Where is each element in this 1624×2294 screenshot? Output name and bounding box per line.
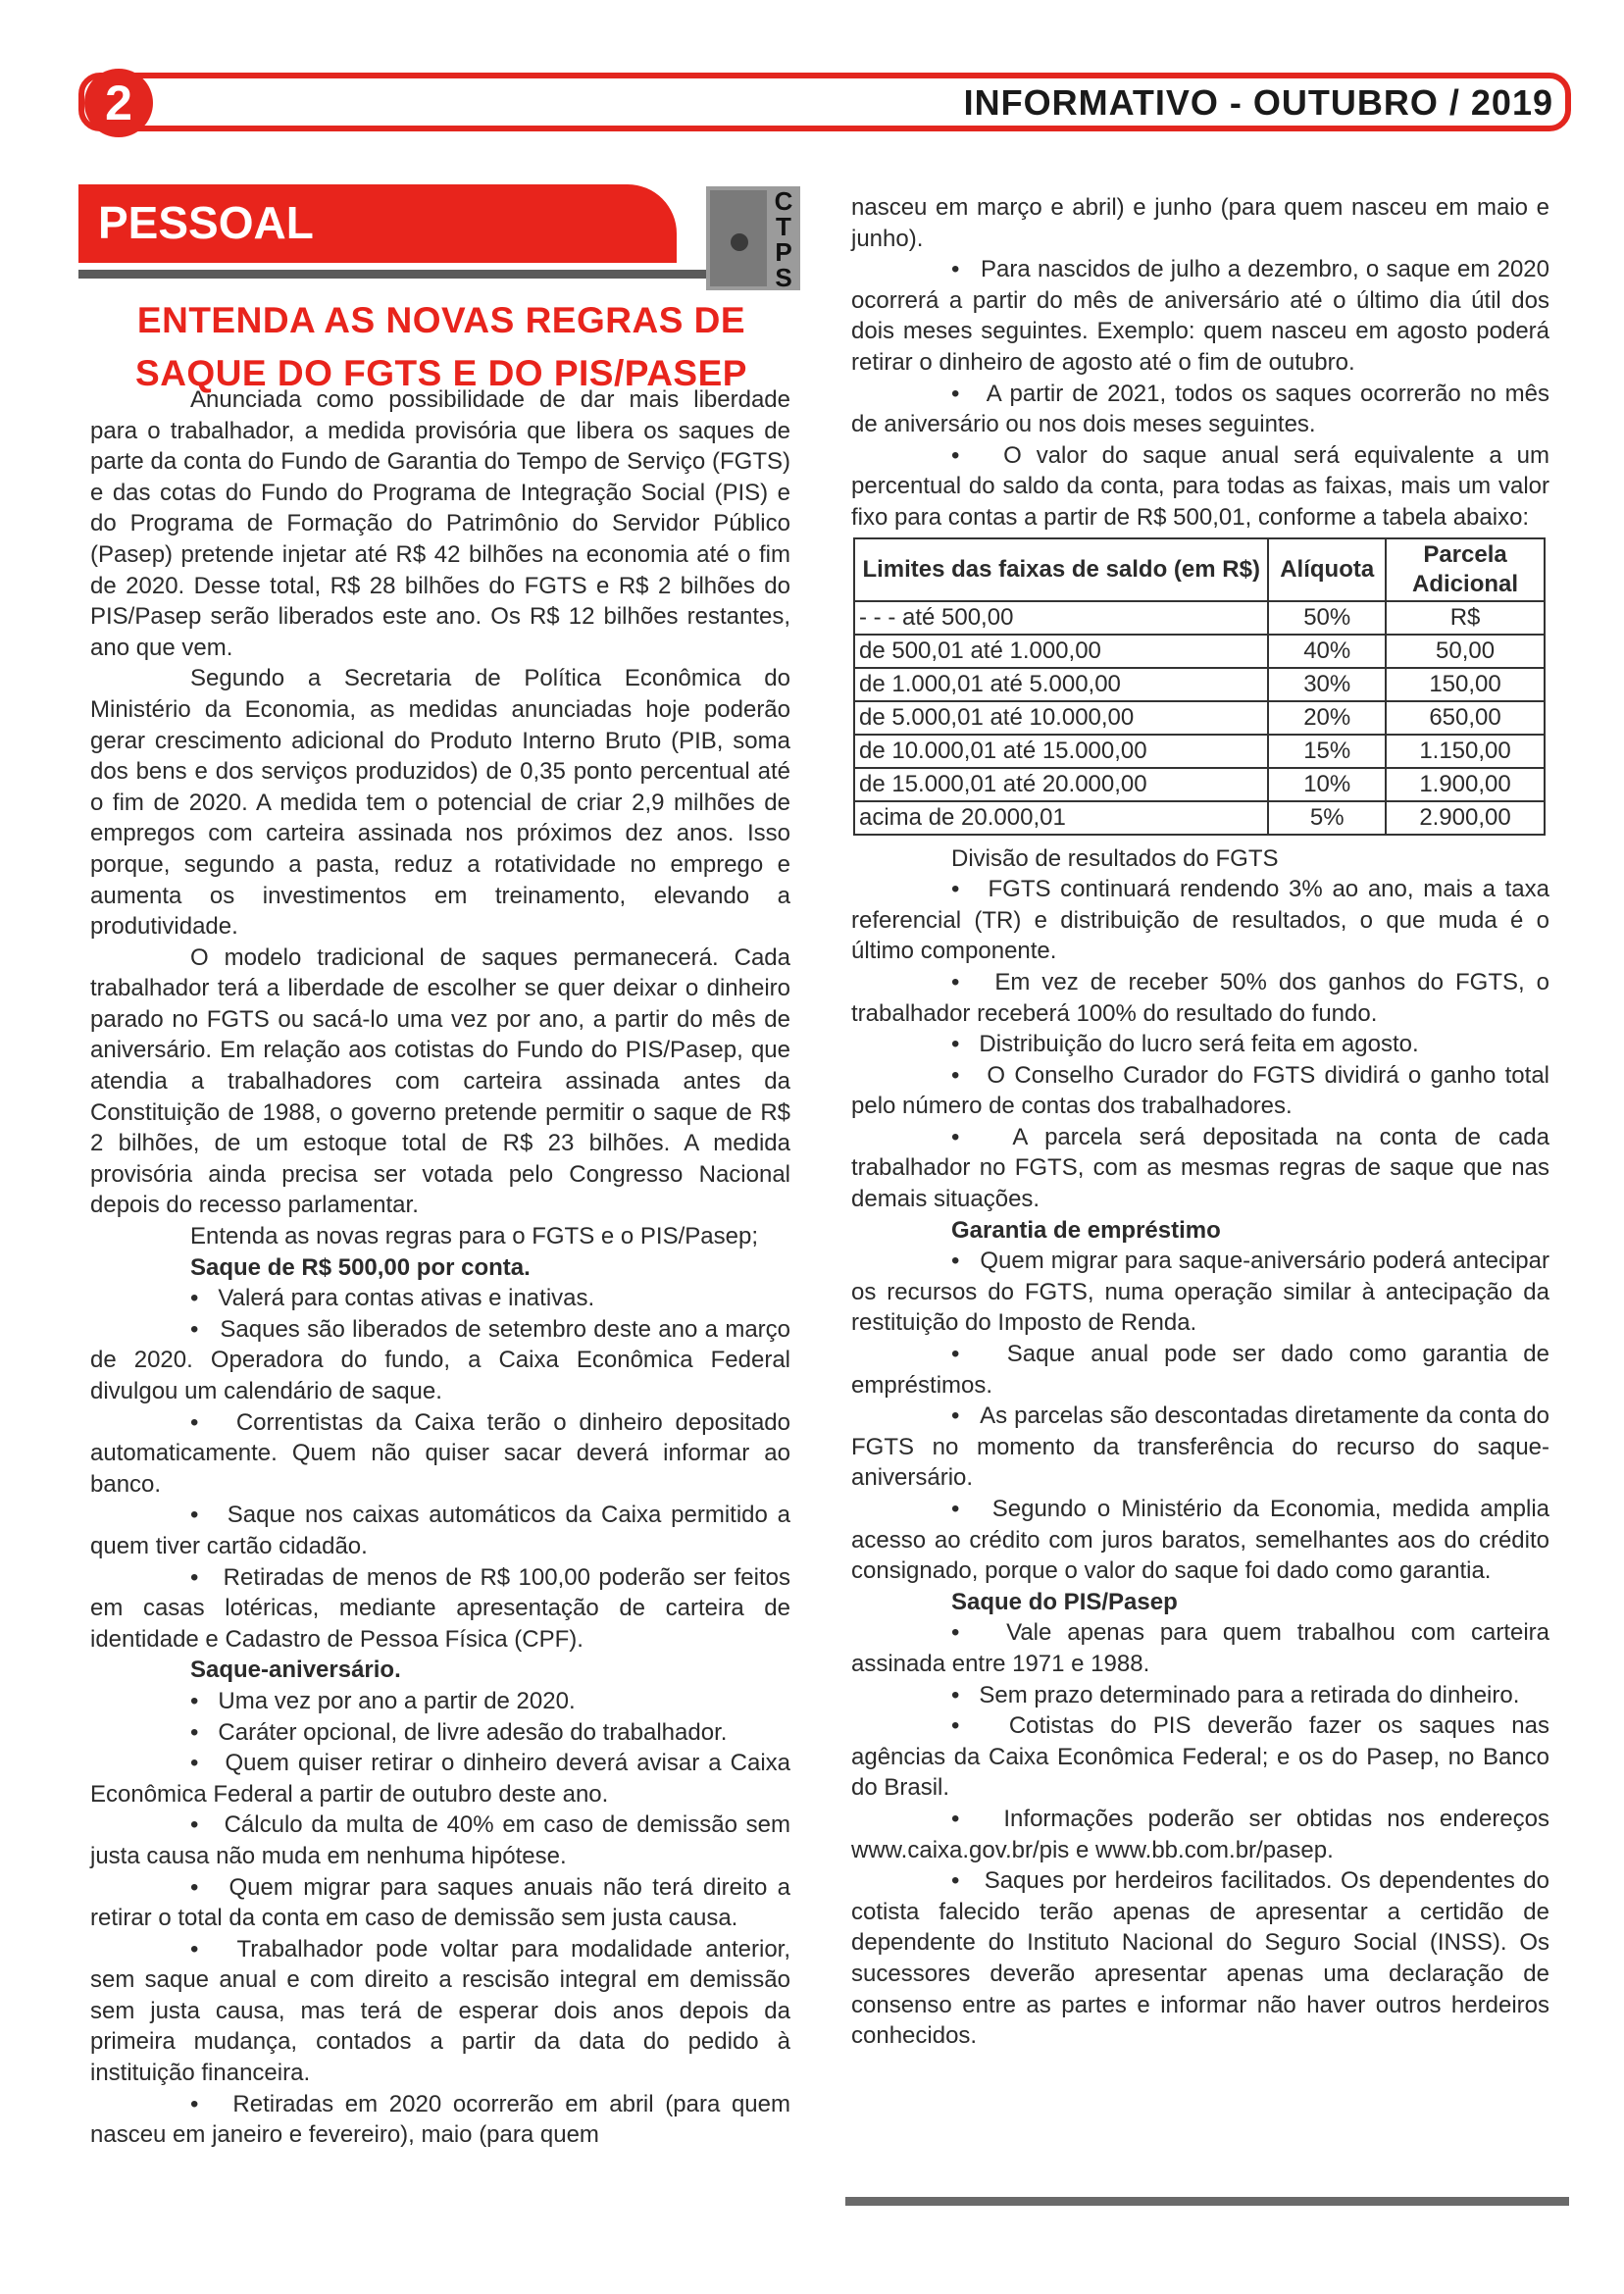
- table-cell: 5%: [1268, 801, 1386, 835]
- bullet-item: • Sem prazo determinado para a retirada do dinheiro.: [851, 1680, 1549, 1711]
- column-header: Alíquota: [1268, 538, 1386, 601]
- subheading: Saque do PIS/Pasep: [951, 1588, 1178, 1615]
- bullet-item: • Trabalhador pode voltar para modalidade anterior, sem saque anual e com direito a rescisão integral em demissão sem justa causa, mas terá de esperar dois anos depois da primeira mudança, contados a partir da data do pedido à instituição financeira.: [90, 1934, 790, 2089]
- bullet-item: • Quem quiser retirar o dinheiro deverá avisar a Caixa Econômica Federal a partir de outubro deste ano.: [90, 1748, 790, 1810]
- table-cell: 2.900,00: [1386, 801, 1545, 835]
- table-row: [854, 735, 1545, 768]
- table-cell: de 15.000,01 até 20.000,00: [854, 768, 1268, 801]
- article-column-left: [90, 384, 790, 2151]
- paragraph-continuation: nasceu em março e abril) e junho (para quem nasceu em maio e junho).: [851, 194, 1549, 252]
- bullet-item: • Retiradas de menos de R$ 100,00 poderão ser feitos em casas lotéricas, mediante apresentação de carteira de identidade e Cadastro de Pessoa Física (CPF).: [90, 1562, 790, 1656]
- table-cell: 10%: [1268, 768, 1386, 801]
- ctps-letter: T: [776, 212, 791, 241]
- ctps-card-icon: [706, 186, 800, 290]
- ctps-card-cover: [710, 190, 767, 286]
- bullet-item: • A partir de 2021, todos os saques ocorrerão no mês de aniversário ou nos dois meses seguintes.: [851, 379, 1549, 440]
- section-divider: [78, 270, 726, 279]
- table-row: [854, 601, 1545, 635]
- bullet-item: • Valerá para contas ativas e inativas.: [90, 1283, 790, 1314]
- bullet-item: • Quem migrar para saques anuais não terá direito a retirar o total da conta em caso de demissão sem justa causa.: [90, 1872, 790, 1934]
- bullet-item: • Em vez de receber 50% dos ganhos do FGTS, o trabalhador receberá 100% do resultado do fundo.: [851, 967, 1549, 1029]
- table-row: [854, 635, 1545, 668]
- paragraph: Segundo a Secretaria de Política Econômica do Ministério da Economia, as medidas anunciadas hoje poderão gerar crescimento adicional do Produto Interno Bruto (PIB, soma dos bens e dos serviços produzidos) de 0,35 ponto percentual até o fim de 2020. A medida tem o potencial de criar 2,9 milhões de empregos com carteira assinada nos próximos dez anos. Isso porque, segundo a pasta, reduz a rotatividade no emprego e aumenta os investimentos em treinamento, elevando a produtividade.: [90, 665, 790, 941]
- column-header: Limites das faixas de saldo (em R$): [854, 538, 1268, 601]
- subheading: Garantia de empréstimo: [951, 1216, 1221, 1244]
- table-row: [854, 668, 1545, 701]
- headline-line: SAQUE DO FGTS E DO PIS/PASEP: [135, 353, 747, 393]
- bullet-item: • Para nascidos de julho a dezembro, o saque em 2020 ocorrerá a partir do mês de aniversário até o último dia útil dos dois meses seguintes. Exemplo: quem nasceu em agosto poderá retirar o dinheiro de agosto até o fim de outubro.: [851, 254, 1549, 378]
- bullet-item: • O valor do saque anual será equivalente a um percentual do saldo da conta, para todas as faixas, mais um valor fixo para contas a partir de R$ 500,01, conforme a tabela abaixo:: [851, 440, 1549, 534]
- bullet-item: • Saques são liberados de setembro deste ano a março de 2020. Operadora do fundo, a Caixa Econômica Federal divulgou um calendário de saque.: [90, 1314, 790, 1407]
- table-cell: 650,00: [1386, 701, 1545, 735]
- paragraph: Entenda as novas regras para o FGTS e o PIS/Pasep;: [190, 1223, 758, 1250]
- column-header: Parcela Adicional: [1386, 538, 1545, 601]
- bullet-item: • Saque anual pode ser dado como garantia de empréstimos.: [851, 1339, 1549, 1401]
- bullet-item: • Distribuição do lucro será feita em agosto.: [851, 1029, 1549, 1060]
- table-header-row: [854, 538, 1545, 601]
- bullet-item: • As parcelas são descontadas diretamente da conta do FGTS no momento da transferência do recurso do saque-aniversário.: [851, 1401, 1549, 1494]
- withdrawal-rate-table: [853, 537, 1546, 836]
- subheading: Saque-aniversário.: [190, 1657, 401, 1684]
- table-cell: 50,00: [1386, 635, 1545, 668]
- bullet-item: • Vale apenas para quem trabalhou com carteira assinada entre 1971 e 1988.: [851, 1617, 1549, 1679]
- bullet-item: • Saques por herdeiros facilitados. Os dependentes do cotista falecido terão apenas de apresentar a certidão de dependente do Instituto Nacional do Seguro Social (INSS). Os sucessores deverão apresentar apenas uma declaração de consenso entre as partes e informar não haver outros herdeiros conhecidos.: [851, 1865, 1549, 2052]
- ctps-letter: C: [774, 186, 793, 216]
- table-cell: 20%: [1268, 701, 1386, 735]
- paragraph: Anunciada como possibilidade de dar mais liberdade para o trabalhador, a medida provisória que libera os saques de parte da conta do Fundo de Garantia do Tempo de Serviço (FGTS) e das cotas do Fundo do Programa de Integração Social (PIS) e do Programa de Formação do Patrimônio do Servidor Público (Pasep) pretende injetar até R$ 42 bilhões na economia até o fim de 2020. Desse total, R$ 28 bilhões do FGTS e R$ 2 bilhões do PIS/Pasep serão liberados este ano. Os R$ 12 bilhões restantes, ano que vem.: [90, 386, 790, 661]
- table-row: [854, 701, 1545, 735]
- bullet-item: • Correntistas da Caixa terão o dinheiro depositado automaticamente. Quem não quiser sacar deverá informar ao banco.: [90, 1407, 790, 1501]
- table-cell: - - - até 500,00: [854, 601, 1268, 635]
- headline-line: ENTENDA AS NOVAS REGRAS DE: [136, 300, 746, 340]
- table-cell: 30%: [1268, 668, 1386, 701]
- table-row: [854, 801, 1545, 835]
- table-cell: 40%: [1268, 635, 1386, 668]
- bullet-item: • Cálculo da multa de 40% em caso de demissão sem justa causa não muda em nenhuma hipótese.: [90, 1810, 790, 1871]
- article-column-right: [851, 192, 1549, 2052]
- bullet-item: • Saque nos caixas automáticos da Caixa permitido a quem tiver cartão cidadão.: [90, 1500, 790, 1561]
- table-cell: 1.900,00: [1386, 768, 1545, 801]
- section-label: PESSOAL: [98, 197, 314, 248]
- bullet-item: • Quem migrar para saque-aniversário poderá antecipar os recursos do FGTS, numa operação similar à antecipação da restituição do Imposto de Renda.: [851, 1246, 1549, 1339]
- coat-of-arms-icon: [731, 233, 748, 251]
- table-cell: 1.150,00: [1386, 735, 1545, 768]
- table-cell: R$: [1386, 601, 1545, 635]
- bullet-item: • A parcela será depositada na conta de cada trabalhador no FGTS, com as mesmas regras de saque que nas demais situações.: [851, 1122, 1549, 1215]
- paragraph: O modelo tradicional de saques permanecerá. Cada trabalhador terá a liberdade de escolher se quer deixar o dinheiro parado no FGTS ou sacá-lo uma vez por ano, a partir do mês de aniversário. Em relação aos cotistas do Fundo do PIS/Pasep, que atendia a trabalhadores com carteira assinada antes da Constituição de 1988, o governo pretende permitir o saque de R$ 2 bilhões, de um estoque total de R$ 23 bilhões. A medida provisória ainda precisa ser votada pelo Congresso Nacional depois do recesso parlamentar.: [90, 943, 790, 1219]
- footer-divider: [845, 2197, 1569, 2206]
- bullet-item: • Uma vez por ano a partir de 2020.: [90, 1686, 790, 1717]
- ctps-letter: S: [775, 263, 792, 292]
- bullet-item: • Retiradas em 2020 ocorrerão em abril (para quem nasceu em janeiro e fevereiro), maio (para quem: [90, 2089, 790, 2151]
- newsletter-title: INFORMATIVO - OUTUBRO / 2019: [963, 82, 1553, 123]
- subheading: Saque de R$ 500,00 por conta.: [190, 1253, 531, 1281]
- table-cell: de 1.000,01 até 5.000,00: [854, 668, 1268, 701]
- subheading: Divisão de resultados do FGTS: [951, 844, 1279, 872]
- bullet-item: • Cotistas do PIS deverão fazer os saques nas agências da Caixa Econômica Federal; e os do Pasep, no Banco do Brasil.: [851, 1710, 1549, 1804]
- table-row: [854, 768, 1545, 801]
- bullet-item: • O Conselho Curador do FGTS dividirá o ganho total pelo número de contas dos trabalhadores.: [851, 1060, 1549, 1122]
- table-cell: acima de 20.000,01: [854, 801, 1268, 835]
- table-cell: 15%: [1268, 735, 1386, 768]
- table-cell: de 10.000,01 até 15.000,00: [854, 735, 1268, 768]
- table-cell: 150,00: [1386, 668, 1545, 701]
- bullet-item: • Informações poderão ser obtidas nos endereços www.caixa.gov.br/pis e www.bb.com.br/pasep.: [851, 1804, 1549, 1865]
- table-cell: 50%: [1268, 601, 1386, 635]
- page-number-badge: 2: [84, 69, 153, 137]
- table-cell: de 5.000,01 até 10.000,00: [854, 701, 1268, 735]
- table-cell: de 500,01 até 1.000,00: [854, 635, 1268, 668]
- ctps-letter: P: [775, 237, 792, 267]
- bullet-item: • Segundo o Ministério da Economia, medida amplia acesso ao crédito com juros baratos, semelhantes aos do crédito consignado, porque o valor do saque foi dado como garantia.: [851, 1494, 1549, 1587]
- ctps-letters: [771, 188, 796, 290]
- bullet-item: • FGTS continuará rendendo 3% ao ano, mais a taxa referencial (TR) e distribuição de resultados, o que muda é o último componente.: [851, 874, 1549, 967]
- bullet-item: • Caráter opcional, de livre adesão do trabalhador.: [90, 1717, 790, 1749]
